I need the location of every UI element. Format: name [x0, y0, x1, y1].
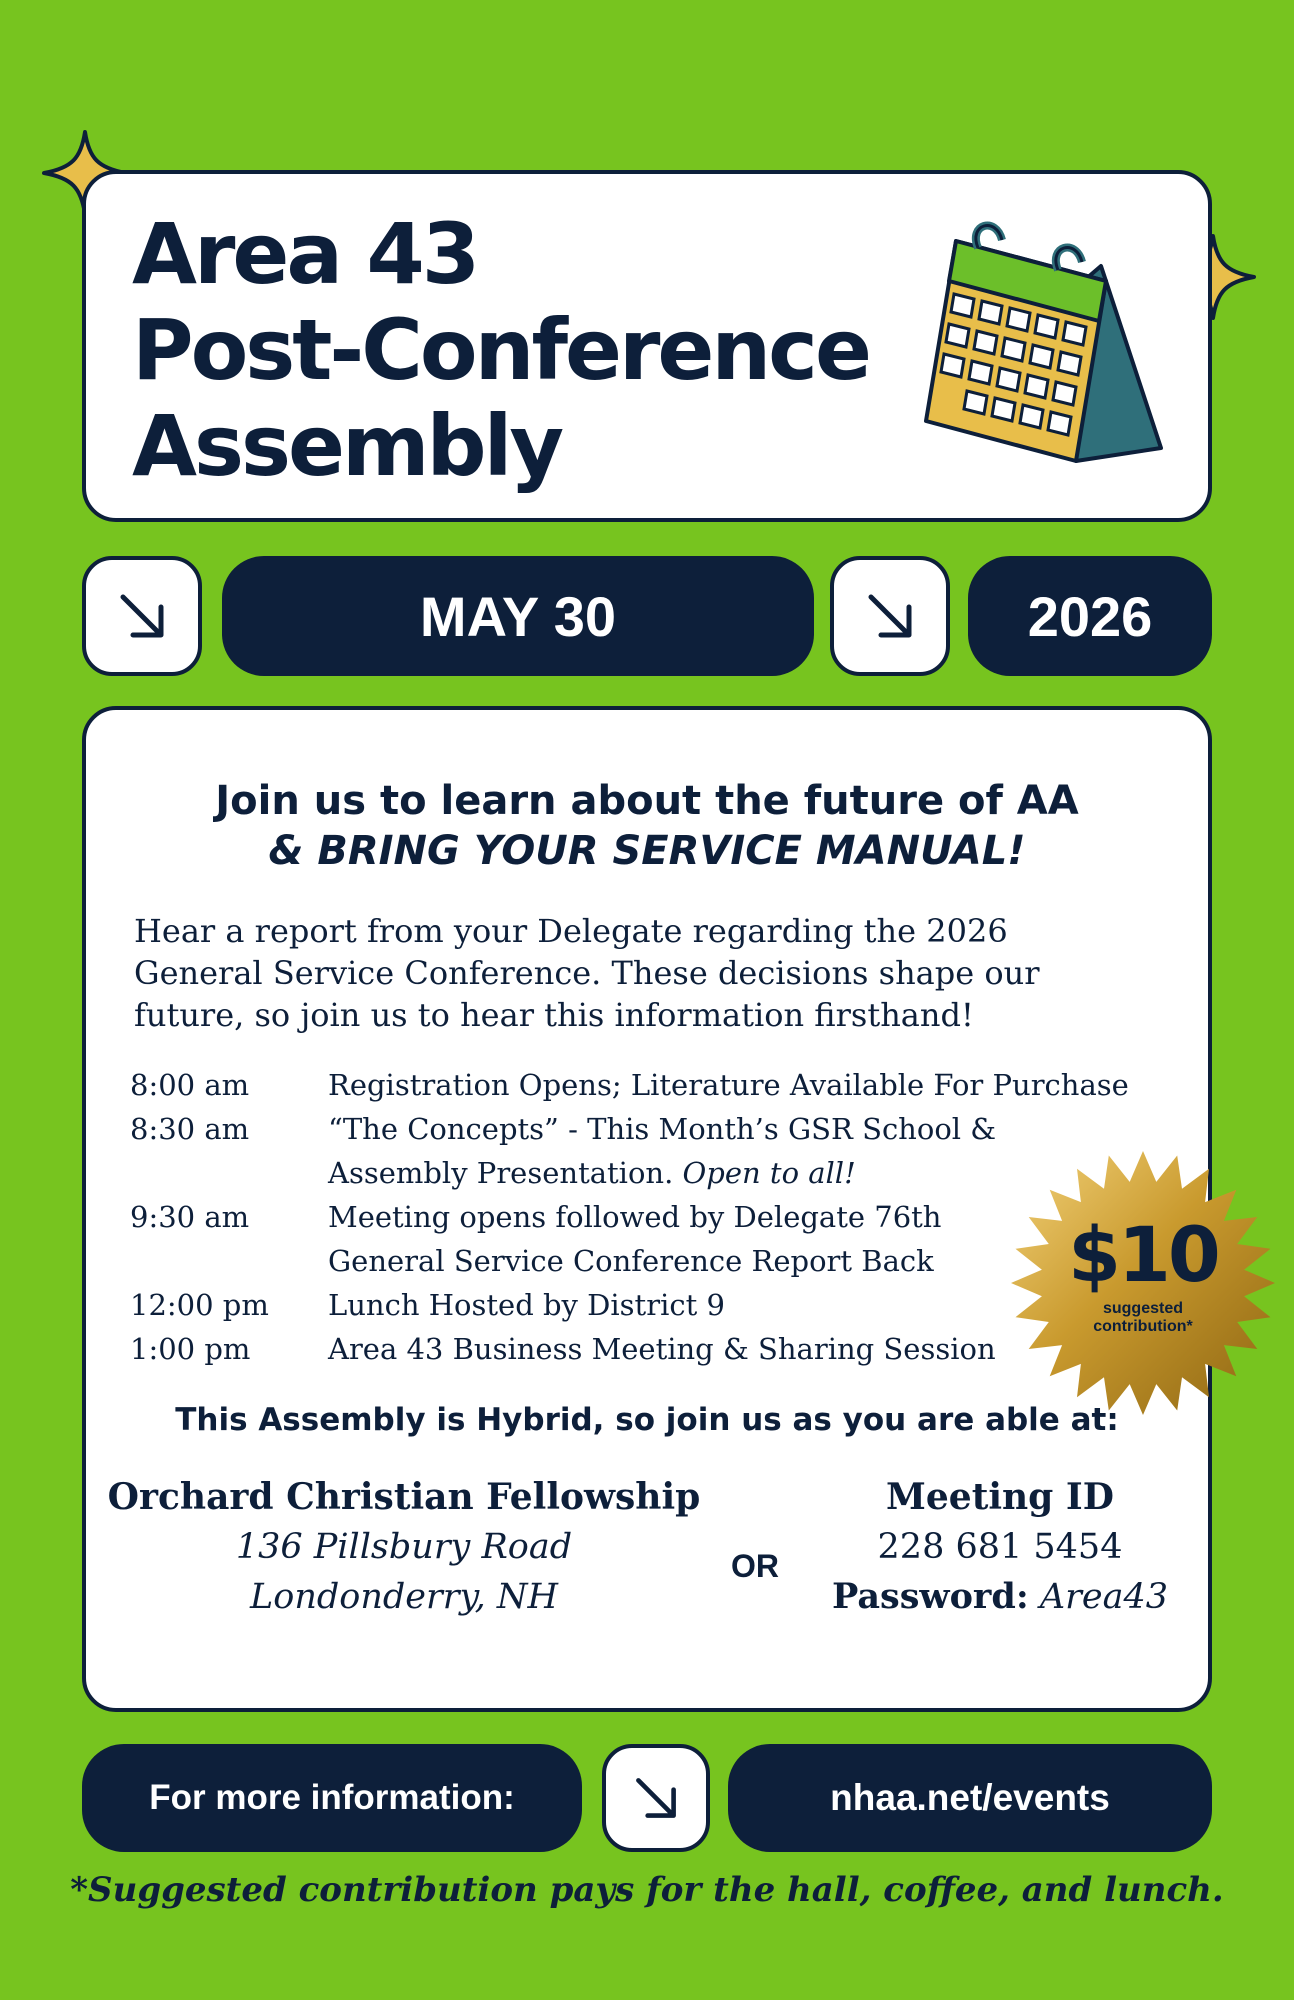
page-title — [132, 206, 869, 494]
badge-amount: $10 — [1068, 1210, 1218, 1299]
title-line-3: Assembly — [132, 397, 562, 495]
venue-city: Londonderry, NH — [250, 1577, 558, 1617]
password-value: Area43 — [1039, 1577, 1169, 1617]
date-year: 2026 — [1027, 584, 1153, 648]
online-title: Meeting ID — [886, 1476, 1114, 1518]
title-line-2: Post-Conference — [132, 301, 869, 399]
intro-paragraph — [134, 910, 1040, 1036]
info-label: For more information: — [149, 1778, 515, 1817]
schedule-time: 1:00 pm — [130, 1332, 251, 1366]
schedule-time: 8:30 am — [130, 1112, 250, 1146]
venue-street: 136 Pillsbury Road — [235, 1527, 573, 1567]
arrow-down-right-icon — [115, 589, 169, 643]
date-year-pill — [968, 556, 1212, 676]
schedule-desc: Registration Opens; Literature Available For Purchase — [328, 1068, 1129, 1102]
date-day: MAY 30 — [419, 584, 617, 648]
info-label-pill — [82, 1744, 582, 1852]
schedule-desc-cont: General Service Conference Report Back — [328, 1244, 934, 1278]
meeting-id: 228 681 5454 — [877, 1527, 1123, 1567]
schedule-desc: “The Concepts” - This Month’s GSR School & — [328, 1112, 997, 1146]
arrow-down-right-icon — [863, 589, 917, 643]
password-label: Password: — [831, 1576, 1029, 1617]
badge-line-2: contribution* — [1093, 1318, 1193, 1335]
hybrid-heading: This Assembly is Hybrid, so join us as you are able at: — [175, 1402, 1119, 1438]
schedule-time: 12:00 pm — [130, 1288, 269, 1322]
arrow-down-right-icon — [631, 1773, 681, 1823]
date-day-pill — [222, 556, 814, 676]
intro-paragraph-line-2: General Service Conference. These decisions shape our — [134, 954, 1040, 992]
schedule-desc: Meeting opens followed by Delegate 76th — [328, 1200, 942, 1234]
arrow-box — [830, 556, 950, 676]
schedule-desc-line: Assembly Presentation. — [328, 1156, 674, 1190]
events-link[interactable]: nhaa.net/events — [830, 1777, 1110, 1818]
password-row — [810, 1572, 1190, 1622]
schedule-desc: Area 43 Business Meeting & Sharing Session — [328, 1332, 996, 1366]
arrow-box — [602, 1744, 710, 1852]
intro-paragraph-line-3: future, so join us to hear this information firsthand! — [134, 996, 974, 1034]
schedule-time: 9:30 am — [130, 1200, 250, 1234]
title-card — [82, 170, 1212, 522]
intro-paragraph-line-1: Hear a report from your Delegate regarding the 2026 — [134, 912, 1008, 950]
venue-name: Orchard Christian Fellowship — [107, 1476, 701, 1518]
venue-block — [100, 1472, 708, 1622]
events-link-pill[interactable] — [728, 1744, 1212, 1852]
badge-line-1: suggested — [1102, 1300, 1183, 1317]
intro-heading-line-1: Join us to learn about the future of AA — [215, 778, 1079, 824]
schedule-time: 8:00 am — [130, 1068, 250, 1102]
intro-heading-line-2: & BRING YOUR SERVICE MANUAL! — [268, 828, 1026, 874]
calendar-icon — [916, 196, 1186, 496]
footer-note: *Suggested contribution pays for the hall, coffee, and lunch. — [70, 1870, 1224, 1910]
intro-heading — [86, 776, 1208, 876]
schedule-desc: Lunch Hosted by District 9 — [328, 1288, 725, 1322]
schedule-desc-italic: Open to all! — [682, 1156, 856, 1190]
title-line-1: Area 43 — [132, 205, 478, 303]
arrow-box — [82, 556, 202, 676]
online-block — [810, 1472, 1190, 1622]
contribution-badge — [1008, 1148, 1278, 1418]
or-label: OR — [731, 1548, 779, 1584]
